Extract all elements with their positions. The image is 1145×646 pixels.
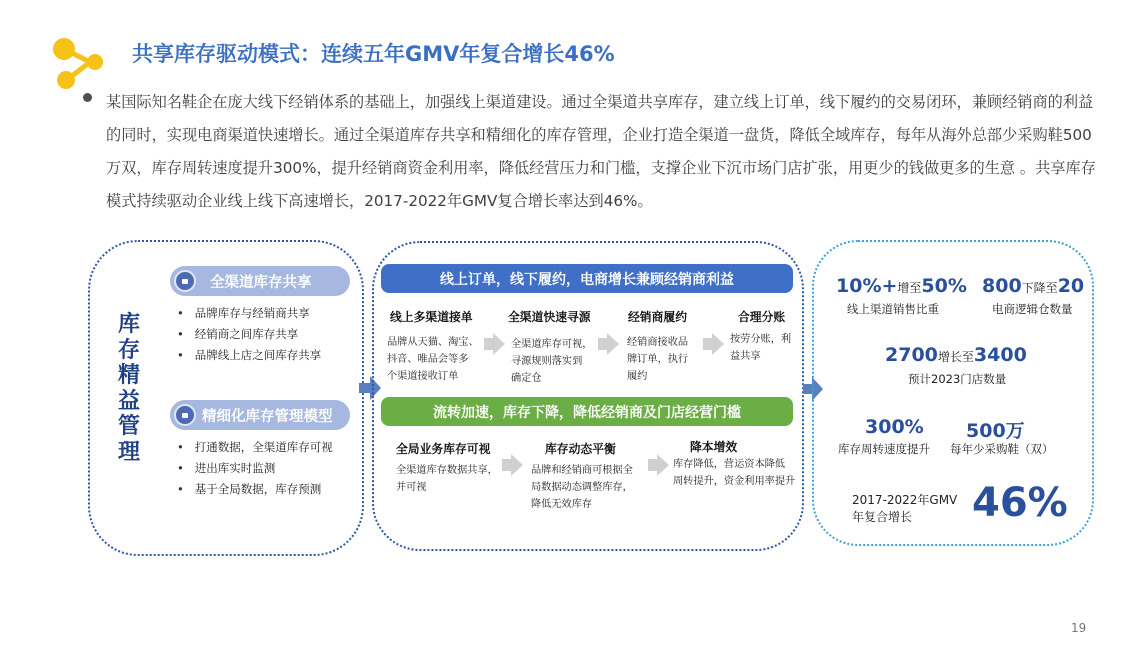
vertical-title: 库 存 精 益 管 理 xyxy=(117,312,140,465)
kpi-gmv-value: 46% xyxy=(972,480,1068,526)
band-turnover: 流转加速，库存下降，降低经销商及门店经营门槛 xyxy=(381,397,793,426)
list-item: • 经销商之间库存共享 xyxy=(177,324,321,345)
step-desc: 按劳分账，利 益共享 xyxy=(730,334,792,362)
kpi-gmv-label: 2017-2022年GMV 年复合增长 xyxy=(852,493,958,524)
step-arrow-icon xyxy=(607,333,619,355)
step-head: 全局业务库存可视 xyxy=(396,442,491,456)
kpi-procurement-label: 每年少采购鞋（双） xyxy=(950,442,1054,456)
box-icon xyxy=(174,270,196,292)
list-item: • 基于全局数据，库存预测 xyxy=(177,479,333,500)
kpi-logical-warehouse: 800下降至20 xyxy=(982,275,1085,297)
page-title: 共享库存驱动模式：连续五年GMV年复合增长46% xyxy=(132,42,615,66)
bullet-dot xyxy=(83,93,92,102)
step-desc: 全渠道库存数据共享， 并可视 xyxy=(396,465,498,493)
step-head: 降本增效 xyxy=(690,440,738,454)
kpi-procurement: 500万 xyxy=(966,420,1025,442)
logo-icon xyxy=(50,34,110,92)
step-head: 库存动态平衡 xyxy=(545,442,616,456)
step-head: 经销商履约 xyxy=(628,310,687,324)
kpi-online-share: 10%+增至50% xyxy=(836,275,967,297)
step-desc: 品牌和经销商可根据全 局数据动态调整库存， 降低无效库存 xyxy=(531,465,633,510)
step-head: 合理分账 xyxy=(738,310,786,324)
list-item: • 进出库实时监测 xyxy=(177,458,333,479)
pill-fine-inventory-model xyxy=(170,400,350,430)
kpi-online-share-label: 线上渠道销售比重 xyxy=(847,302,939,316)
pill-label: 全渠道库存共享 xyxy=(210,274,312,291)
list-inventory-sharing xyxy=(177,303,321,366)
step-desc: 库存降低，营运资本降低 周转提升，资金利用率提升 xyxy=(673,459,796,487)
list-item: • 品牌线上店之间库存共享 xyxy=(177,345,321,366)
kpi-store-count-label: 预计2023门店数量 xyxy=(908,372,1007,386)
box-icon xyxy=(174,404,196,426)
step-arrow-icon xyxy=(712,333,724,355)
kpi-turnover: 300% xyxy=(865,416,924,438)
list-item: • 品牌库存与经销商共享 xyxy=(177,303,321,324)
kpi-store-count: 2700增长至3400 xyxy=(885,344,1027,366)
step-arrow-icon xyxy=(511,454,523,476)
band-online-order: 线上订单，线下履约，电商增长兼顾经销商利益 xyxy=(381,264,793,293)
list-fine-inventory-model xyxy=(177,437,333,500)
step-arrow-icon xyxy=(657,454,669,476)
list-item: • 打通数据，全渠道库存可视 xyxy=(177,437,333,458)
step-head: 线上多渠道接单 xyxy=(390,310,473,324)
step-desc: 品牌从天猫、淘宝、 抖音、唯品会等多 个渠道接收订单 xyxy=(387,337,479,382)
step-head: 全渠道快速寻源 xyxy=(508,310,591,324)
step-desc: 全渠道库存可视， 寻源规则落实到 确定仓 xyxy=(511,339,593,384)
kpi-turnover-label: 库存周转速度提升 xyxy=(838,442,930,456)
pill-label: 精细化库存管理模型 xyxy=(202,408,333,425)
pill-inventory-sharing xyxy=(170,266,350,296)
step-arrow-icon xyxy=(493,333,505,355)
kpi-logical-warehouse-label: 电商逻辑仓数量 xyxy=(992,302,1073,316)
intro-paragraph: 某国际知名鞋企在庞大线下经销体系的基础上，加强线上渠道建设。通过全渠道共享库存，建立线上订单，线下履约的交易闭环，兼顾经销商的利益的同时，实现电商渠道快速增长。通过全渠道库存共享和精细化的库存管理，企业打造全渠道一盘货，降低全域库存，每年从海外总部少采购鞋500万双，库存周转速度提升300%，提升经销商资金利用率，降低经营压力和门槛，支撑企业下沉市场门店扩张，用更少的钱做更多的生意 。共享库存模式持续驱动企业线上线下高速增长，2017-2022年GMV复合增长率达到46%。 xyxy=(106,93,1096,210)
step-desc: 经销商接收品 牌订单，执行 履约 xyxy=(627,337,689,382)
page-number: 19 xyxy=(1071,621,1087,635)
